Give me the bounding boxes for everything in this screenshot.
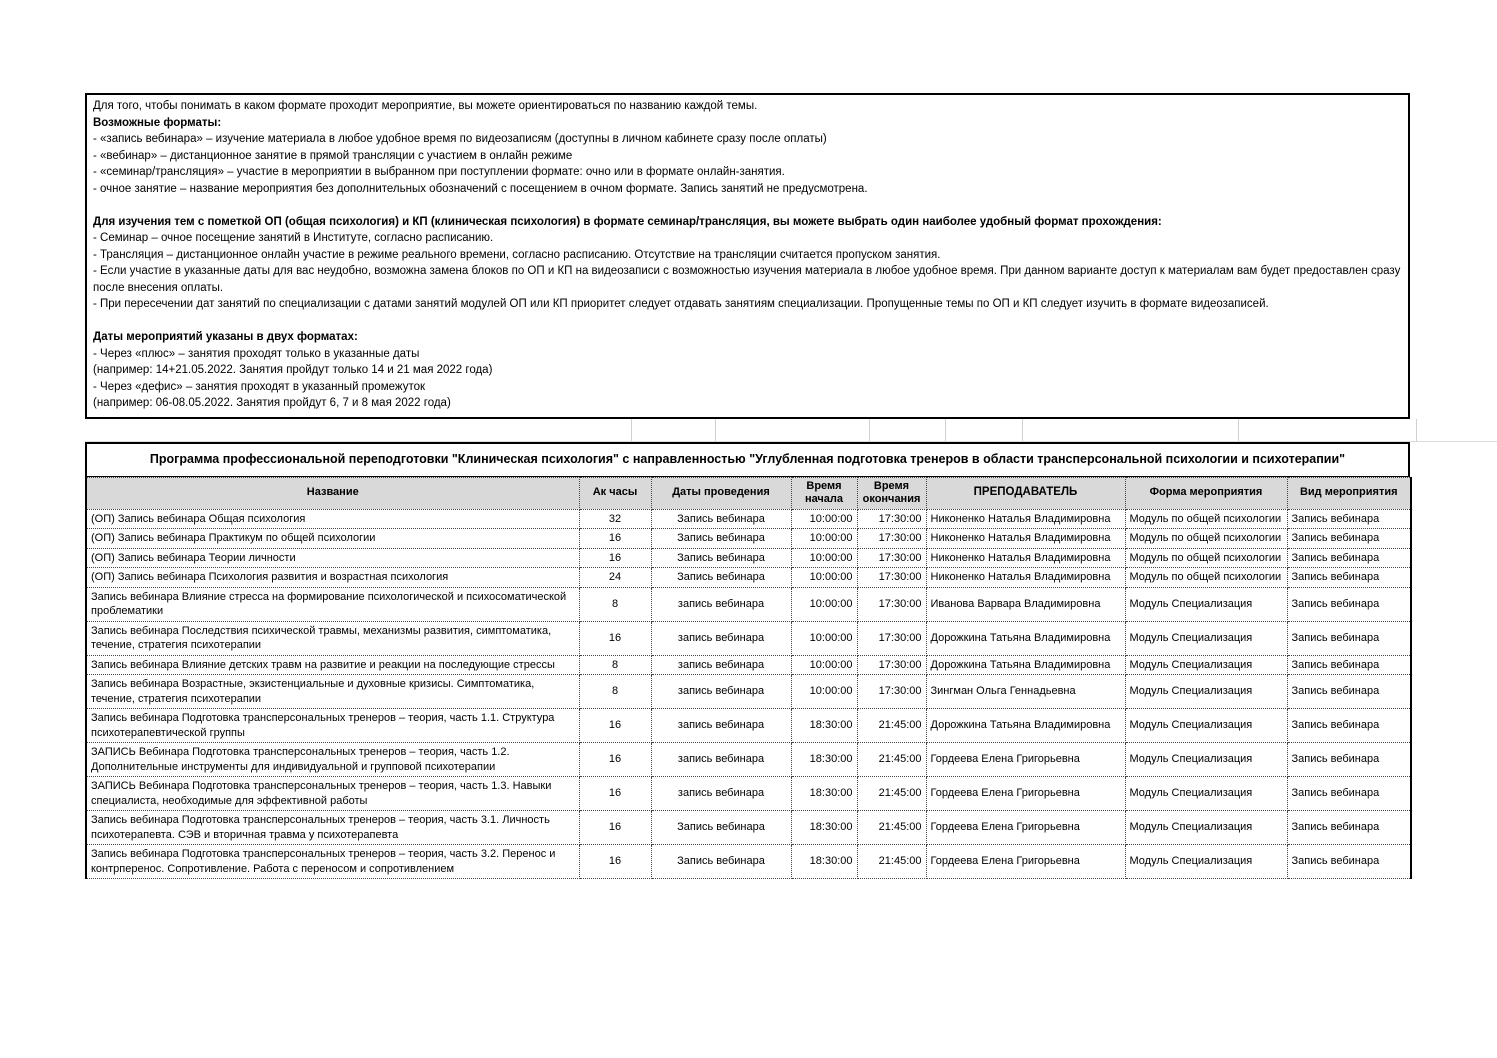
cell-event-type: Запись вебинара [1287, 709, 1411, 743]
cell-event-name: (ОП) Запись вебинара Практикум по общей психологии [86, 529, 579, 549]
cell-start-time: 10:00:00 [791, 587, 857, 621]
column-header-form: Форма мероприятия [1125, 477, 1287, 509]
cell-event-form: Модуль Специализация [1125, 743, 1287, 777]
info-line: Для того, чтобы понимать в каком формате проходит мероприятие, вы можете ориентироваться по названию каждой темы. [93, 100, 758, 112]
cell-event-name: ЗАПИСЬ Вебинара Подготовка трансперсональных тренеров – теория, часть 1.2. Дополнительные инструменты для индивидуальной и групповой психотерапии [86, 743, 579, 777]
cell-event-name: (ОП) Запись вебинара Теории личности [86, 548, 579, 568]
table-row [86, 548, 1411, 568]
cell-teacher: Дорожкина Татьяна Владимировна [926, 655, 1125, 675]
cell-acad-hours: 8 [579, 587, 651, 621]
cell-acad-hours: 16 [579, 529, 651, 549]
cell-teacher: Зингман Ольга Геннадьевна [926, 675, 1125, 709]
grid-segment [1239, 419, 1417, 441]
info-line: (например: 14+21.05.2022. Занятия пройдут только 14 и 21 мая 2022 года) [93, 364, 493, 376]
cell-event-name: (ОП) Запись вебинара Общая психология [86, 509, 579, 529]
cell-acad-hours: 16 [579, 621, 651, 655]
info-line: Для изучения тем с пометкой ОП (общая психология) и КП (клиническая психология) в формате семинар/трансляция, вы можете выбрать один наиболее удобный формат прохождения: [93, 215, 1162, 228]
cell-start-time: 10:00:00 [791, 548, 857, 568]
info-line: - Семинар – очное посещение занятий в Институте, согласно расписанию. [93, 232, 494, 244]
spreadsheet-page [85, 93, 1410, 879]
grid-segment [632, 419, 716, 441]
info-line: Возможные форматы: [93, 116, 222, 129]
cell-teacher: Дорожкина Татьяна Владимировна [926, 621, 1125, 655]
cell-end-time: 17:30:00 [857, 509, 926, 529]
cell-event-type: Запись вебинара [1287, 845, 1411, 879]
cell-event-form: Модуль Специализация [1125, 709, 1287, 743]
cell-acad-hours: 16 [579, 845, 651, 879]
column-header-end: Время окончания [857, 477, 926, 509]
cell-event-name: Запись вебинара Подготовка трансперсональных тренеров – теория, часть 3.1. Личность психотерапевта. СЭВ и вторичная травма у психотерапевта [86, 811, 579, 845]
cell-event-form: Модуль Специализация [1125, 811, 1287, 845]
cell-dates: запись вебинара [651, 777, 791, 811]
cell-event-form: Модуль Специализация [1125, 621, 1287, 655]
column-header-teacher: ПРЕПОДАВАТЕЛЬ [926, 477, 1125, 509]
info-line: - Если участие в указанные даты для вас неудобно, возможна замена блоков по ОП и КП на видеозаписи с возможностью изучения материала в любое удобное время. При данном варианте доступ к материалам вам будет предоставлен сразу после внесения оплаты. [93, 265, 1401, 294]
info-line: Даты мероприятий указаны в двух форматах: [93, 331, 358, 343]
info-line: (например: 06-08.05.2022. Занятия пройдут 6, 7 и 8 мая 2022 года) [93, 397, 451, 409]
cell-event-form: Модуль Специализация [1125, 675, 1287, 709]
cell-start-time: 18:30:00 [791, 743, 857, 777]
grid-segment [946, 419, 1023, 441]
cell-end-time: 17:30:00 [857, 529, 926, 549]
program-title: Программа профессиональной переподготовки "Клиническая психология" с направленностью "Углубленная подготовка тренеров в области трансперсональной психологии и психотерапии" [85, 442, 1410, 477]
cell-dates: запись вебинара [651, 675, 791, 709]
cell-event-type: Запись вебинара [1287, 509, 1411, 529]
table-row [86, 509, 1411, 529]
cell-teacher: Иванова Варвара Владимировна [926, 587, 1125, 621]
cell-event-type: Запись вебинара [1287, 529, 1411, 549]
info-line: - «запись вебинара» – изучение материала в любое удобное время по видеозаписям (доступны в личном кабинете сразу после оплаты) [93, 133, 827, 145]
table-row [86, 845, 1411, 879]
info-line: - «семинар/трансляция» – участие в мероприятии в выбранном при поступлении формате: очно или в формате онлайн-занятия. [93, 166, 785, 178]
cell-event-form: Модуль Специализация [1125, 777, 1287, 811]
cell-dates: Запись вебинара [651, 845, 791, 879]
cell-teacher: Гордеева Елена Григорьевна [926, 777, 1125, 811]
cell-acad-hours: 16 [579, 743, 651, 777]
cell-end-time: 21:45:00 [857, 845, 926, 879]
cell-event-name: Запись вебинара Возрастные, экзистенциальные и духовные кризисы. Симптоматика, течение, стратегия психотерапии [86, 675, 579, 709]
cell-dates: запись вебинара [651, 655, 791, 675]
grid-segment [716, 419, 870, 441]
cell-start-time: 18:30:00 [791, 845, 857, 879]
cell-dates: Запись вебинара [651, 568, 791, 588]
cell-event-form: Модуль Специализация [1125, 655, 1287, 675]
cell-start-time: 10:00:00 [791, 621, 857, 655]
cell-start-time: 10:00:00 [791, 529, 857, 549]
info-line: - Трансляция – дистанционное онлайн участие в режиме реального времени, согласно расписанию. Отсутствие на трансляции считается пропуском занятия. [93, 248, 941, 261]
cell-acad-hours: 24 [579, 568, 651, 588]
cell-acad-hours: 32 [579, 509, 651, 529]
table-row [86, 655, 1411, 675]
cell-event-type: Запись вебинара [1287, 743, 1411, 777]
cell-event-form: Модуль по общей психологии [1125, 529, 1287, 549]
column-header-start: Время начала [791, 477, 857, 509]
cell-teacher: Гордеева Елена Григорьевна [926, 845, 1125, 879]
table-row [86, 587, 1411, 621]
cell-teacher: Гордеева Елена Григорьевна [926, 743, 1125, 777]
table-row [86, 568, 1411, 588]
cell-event-form: Модуль по общей психологии [1125, 548, 1287, 568]
cell-event-form: Модуль по общей психологии [1125, 568, 1287, 588]
cell-start-time: 18:30:00 [791, 777, 857, 811]
info-line: - При пересечении дат занятий по специализации с датами занятий модулей ОП или КП приоритет следует отдавать занятиям специализации. Пропущенные темы по ОП и КП следует изучить в формате видеозаписей. [93, 298, 1269, 310]
cell-end-time: 21:45:00 [857, 743, 926, 777]
cell-event-type: Запись вебинара [1287, 621, 1411, 655]
cell-start-time: 18:30:00 [791, 811, 857, 845]
cell-event-name: (ОП) Запись вебинара Психология развития и возрастная психология [86, 568, 579, 588]
grid-segment [85, 419, 632, 441]
table-row [86, 529, 1411, 549]
cell-event-name: ЗАПИСЬ Вебинара Подготовка трансперсональных тренеров – теория, часть 1.3. Навыки специалиста, необходимые для эффективной работы [86, 777, 579, 811]
cell-end-time: 21:45:00 [857, 777, 926, 811]
cell-event-type: Запись вебинара [1287, 587, 1411, 621]
table-row [86, 709, 1411, 743]
cell-end-time: 17:30:00 [857, 655, 926, 675]
info-line: - «вебинар» – дистанционное занятие в прямой трансляции с участием в онлайн режиме [93, 149, 573, 162]
column-header-hours: Ак часы [579, 477, 651, 509]
schedule-table [85, 477, 1412, 880]
table-row [86, 621, 1411, 655]
cell-event-type: Запись вебинара [1287, 811, 1411, 845]
cell-event-type: Запись вебинара [1287, 675, 1411, 709]
cell-teacher: Никоненко Наталья Владимировна [926, 529, 1125, 549]
cell-event-name: Запись вебинара Подготовка трансперсональных тренеров – теория, часть 3.2. Перенос и контрперенос. Сопротивление. Работа с переносом и сопротивлением [86, 845, 579, 879]
table-row [86, 811, 1411, 845]
info-box [85, 93, 1410, 419]
table-header-row [86, 477, 1411, 509]
cell-event-type: Запись вебинара [1287, 568, 1411, 588]
cell-event-name: Запись вебинара Подготовка трансперсональных тренеров – теория, часть 1.1. Структура психотерапевтической группы [86, 709, 579, 743]
cell-teacher: Никоненко Наталья Владимировна [926, 509, 1125, 529]
column-header-dates: Даты проведения [651, 477, 791, 509]
cell-acad-hours: 8 [579, 675, 651, 709]
cell-event-name: Запись вебинара Влияние стресса на формирование психологической и психосоматической проблематики [86, 587, 579, 621]
cell-dates: запись вебинара [651, 709, 791, 743]
cell-event-type: Запись вебинара [1287, 548, 1411, 568]
column-header-name: Название [86, 477, 579, 509]
cell-end-time: 17:30:00 [857, 548, 926, 568]
cell-end-time: 21:45:00 [857, 709, 926, 743]
cell-end-time: 17:30:00 [857, 675, 926, 709]
cell-dates: запись вебинара [651, 587, 791, 621]
info-line [93, 197, 1402, 214]
cell-acad-hours: 16 [579, 709, 651, 743]
cell-teacher: Гордеева Елена Григорьевна [926, 811, 1125, 845]
column-header-type: Вид мероприятия [1287, 477, 1411, 509]
table-row [86, 675, 1411, 709]
cell-acad-hours: 8 [579, 655, 651, 675]
grid-segment [870, 419, 946, 441]
cell-event-type: Запись вебинара [1287, 777, 1411, 811]
cell-teacher: Дорожкина Татьяна Владимировна [926, 709, 1125, 743]
cell-start-time: 10:00:00 [791, 568, 857, 588]
cell-dates: Запись вебинара [651, 548, 791, 568]
cell-dates: запись вебинара [651, 743, 791, 777]
cell-end-time: 17:30:00 [857, 587, 926, 621]
cell-acad-hours: 16 [579, 777, 651, 811]
cell-start-time: 10:00:00 [791, 655, 857, 675]
cell-dates: Запись вебинара [651, 509, 791, 529]
table-row [86, 777, 1411, 811]
cell-end-time: 17:30:00 [857, 621, 926, 655]
cell-event-form: Модуль по общей психологии [1125, 509, 1287, 529]
info-line: - очное занятие – название мероприятия без дополнительных обозначений с посещением в очном формате. Запись занятий не предусмотрена. [93, 182, 868, 195]
cell-event-name: Запись вебинара Последствия психической травмы, механизмы развития, симптоматика, течение, стратегия психотерапии [86, 621, 579, 655]
cell-dates: Запись вебинара [651, 811, 791, 845]
cell-start-time: 10:00:00 [791, 675, 857, 709]
info-line: - Через «дефис» – занятия проходят в указанный промежуток [93, 380, 426, 393]
cell-end-time: 17:30:00 [857, 568, 926, 588]
info-line [93, 313, 1402, 330]
cell-dates: запись вебинара [651, 621, 791, 655]
cell-event-type: Запись вебинара [1287, 655, 1411, 675]
table-row [86, 743, 1411, 777]
cell-end-time: 21:45:00 [857, 811, 926, 845]
cell-teacher: Никоненко Наталья Владимировна [926, 548, 1125, 568]
cell-dates: Запись вебинара [651, 529, 791, 549]
cell-event-form: Модуль Специализация [1125, 587, 1287, 621]
grid-segment [1023, 419, 1239, 441]
cell-teacher: Никоненко Наталья Владимировна [926, 568, 1125, 588]
cell-start-time: 18:30:00 [791, 709, 857, 743]
cell-start-time: 10:00:00 [791, 509, 857, 529]
cell-event-name: Запись вебинара Влияние детских травм на развитие и реакции на последующие стрессы [86, 655, 579, 675]
empty-grid-row [85, 419, 1497, 442]
cell-acad-hours: 16 [579, 811, 651, 845]
cell-event-form: Модуль Специализация [1125, 845, 1287, 879]
info-line: - Через «плюс» – занятия проходят только в указанные даты [93, 347, 420, 360]
cell-acad-hours: 16 [579, 548, 651, 568]
